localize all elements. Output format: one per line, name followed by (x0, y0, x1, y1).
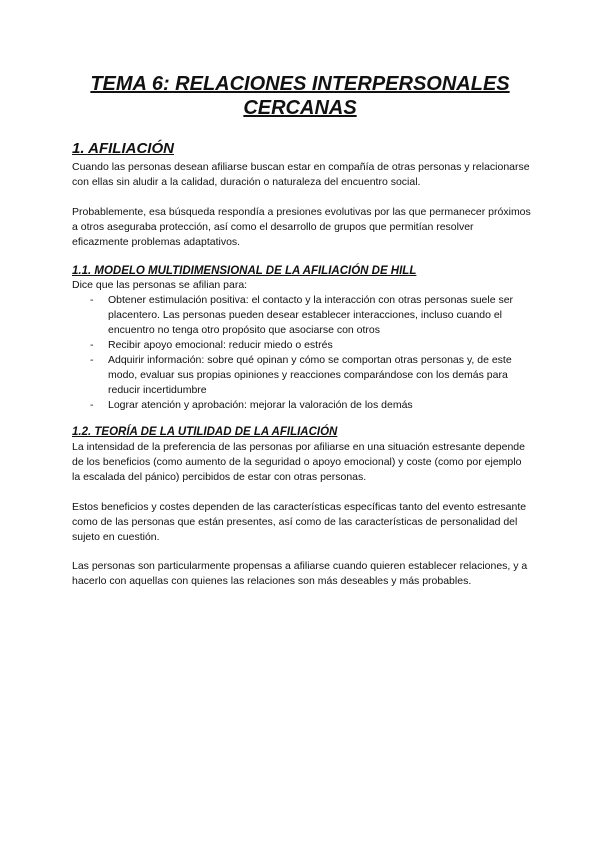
paragraph-hill-intro: Dice que las personas se afilian para: (72, 279, 248, 291)
paragraph-utilidad-2: Estos beneficios y costes dependen de las características específicas tanto del evento estresante como de las personas que están presentes, así como de las características de personalidad del sujeto en cuestión. (72, 501, 527, 543)
subsection-heading-utilidad: 1.2. TEORÍA DE LA UTILIDAD DE LA AFILIACIÓN (72, 426, 338, 438)
bullet-dash: - (90, 339, 94, 351)
bullet-dash: - (90, 294, 94, 306)
list-item-text: Lograr atención y aprobación: mejorar la valoración de los demás (108, 399, 413, 411)
page-title: TEMA 6: RELACIONES INTERPERSONALES CERCANAS (90, 73, 510, 119)
list-item (72, 353, 532, 398)
paragraph-afiliacion-2: Probablemente, esa búsqueda respondía a presiones evolutivas por las que permanecer próximos a otros aseguraba protección, así como el desarrollo de grupos que permitían resolver eficazmente problemas adaptativos. (72, 206, 531, 248)
bullet-dash: - (90, 354, 94, 366)
hill-bullet-list (72, 293, 532, 413)
bullet-dash: - (90, 399, 94, 411)
list-item-text: Recibir apoyo emocional: reducir miedo o estrés (108, 339, 333, 351)
list-item-text: Adquirir información: sobre qué opinan y cómo se comportan otras personas y, de este modo, evaluar sus propias opiniones y reacciones comparándose con los demás para reducir incertidumbre (108, 354, 512, 396)
list-item-text: Obtener estimulación positiva: el contacto y la interacción con otras personas suele ser placentero. Las personas pueden desear establecer interacciones, incluso cuando el encuentro no tenga otro propósito que asociarse con otros (108, 294, 514, 336)
paragraph-utilidad-3: Las personas son particularmente propensas a afiliarse cuando quieren establecer relaciones, y a hacerlo con aquellas con quienes las relaciones son más deseables y más probables. (72, 560, 528, 587)
subsection-heading-hill: 1.1. MODELO MULTIDIMENSIONAL DE LA AFILIACIÓN DE HILL (72, 265, 417, 277)
list-item (72, 338, 532, 353)
list-item (72, 398, 532, 413)
list-item (72, 293, 532, 338)
paragraph-utilidad-1: La intensidad de la preferencia de las personas por afiliarse en una situación estresante depende de los beneficios (como aumento de la seguridad o apoyo emocional) y coste (como por ejemplo la escalada del pánico) percibidos de estar con otras personas. (72, 441, 525, 483)
section-heading-afiliacion: 1. AFILIACIÓN (72, 140, 174, 157)
paragraph-afiliacion-1: Cuando las personas desean afiliarse buscan estar en compañía de otras personas y relacionarse con ellas sin aludir a la calidad, duración o naturaleza del encuentro social. (72, 161, 530, 188)
